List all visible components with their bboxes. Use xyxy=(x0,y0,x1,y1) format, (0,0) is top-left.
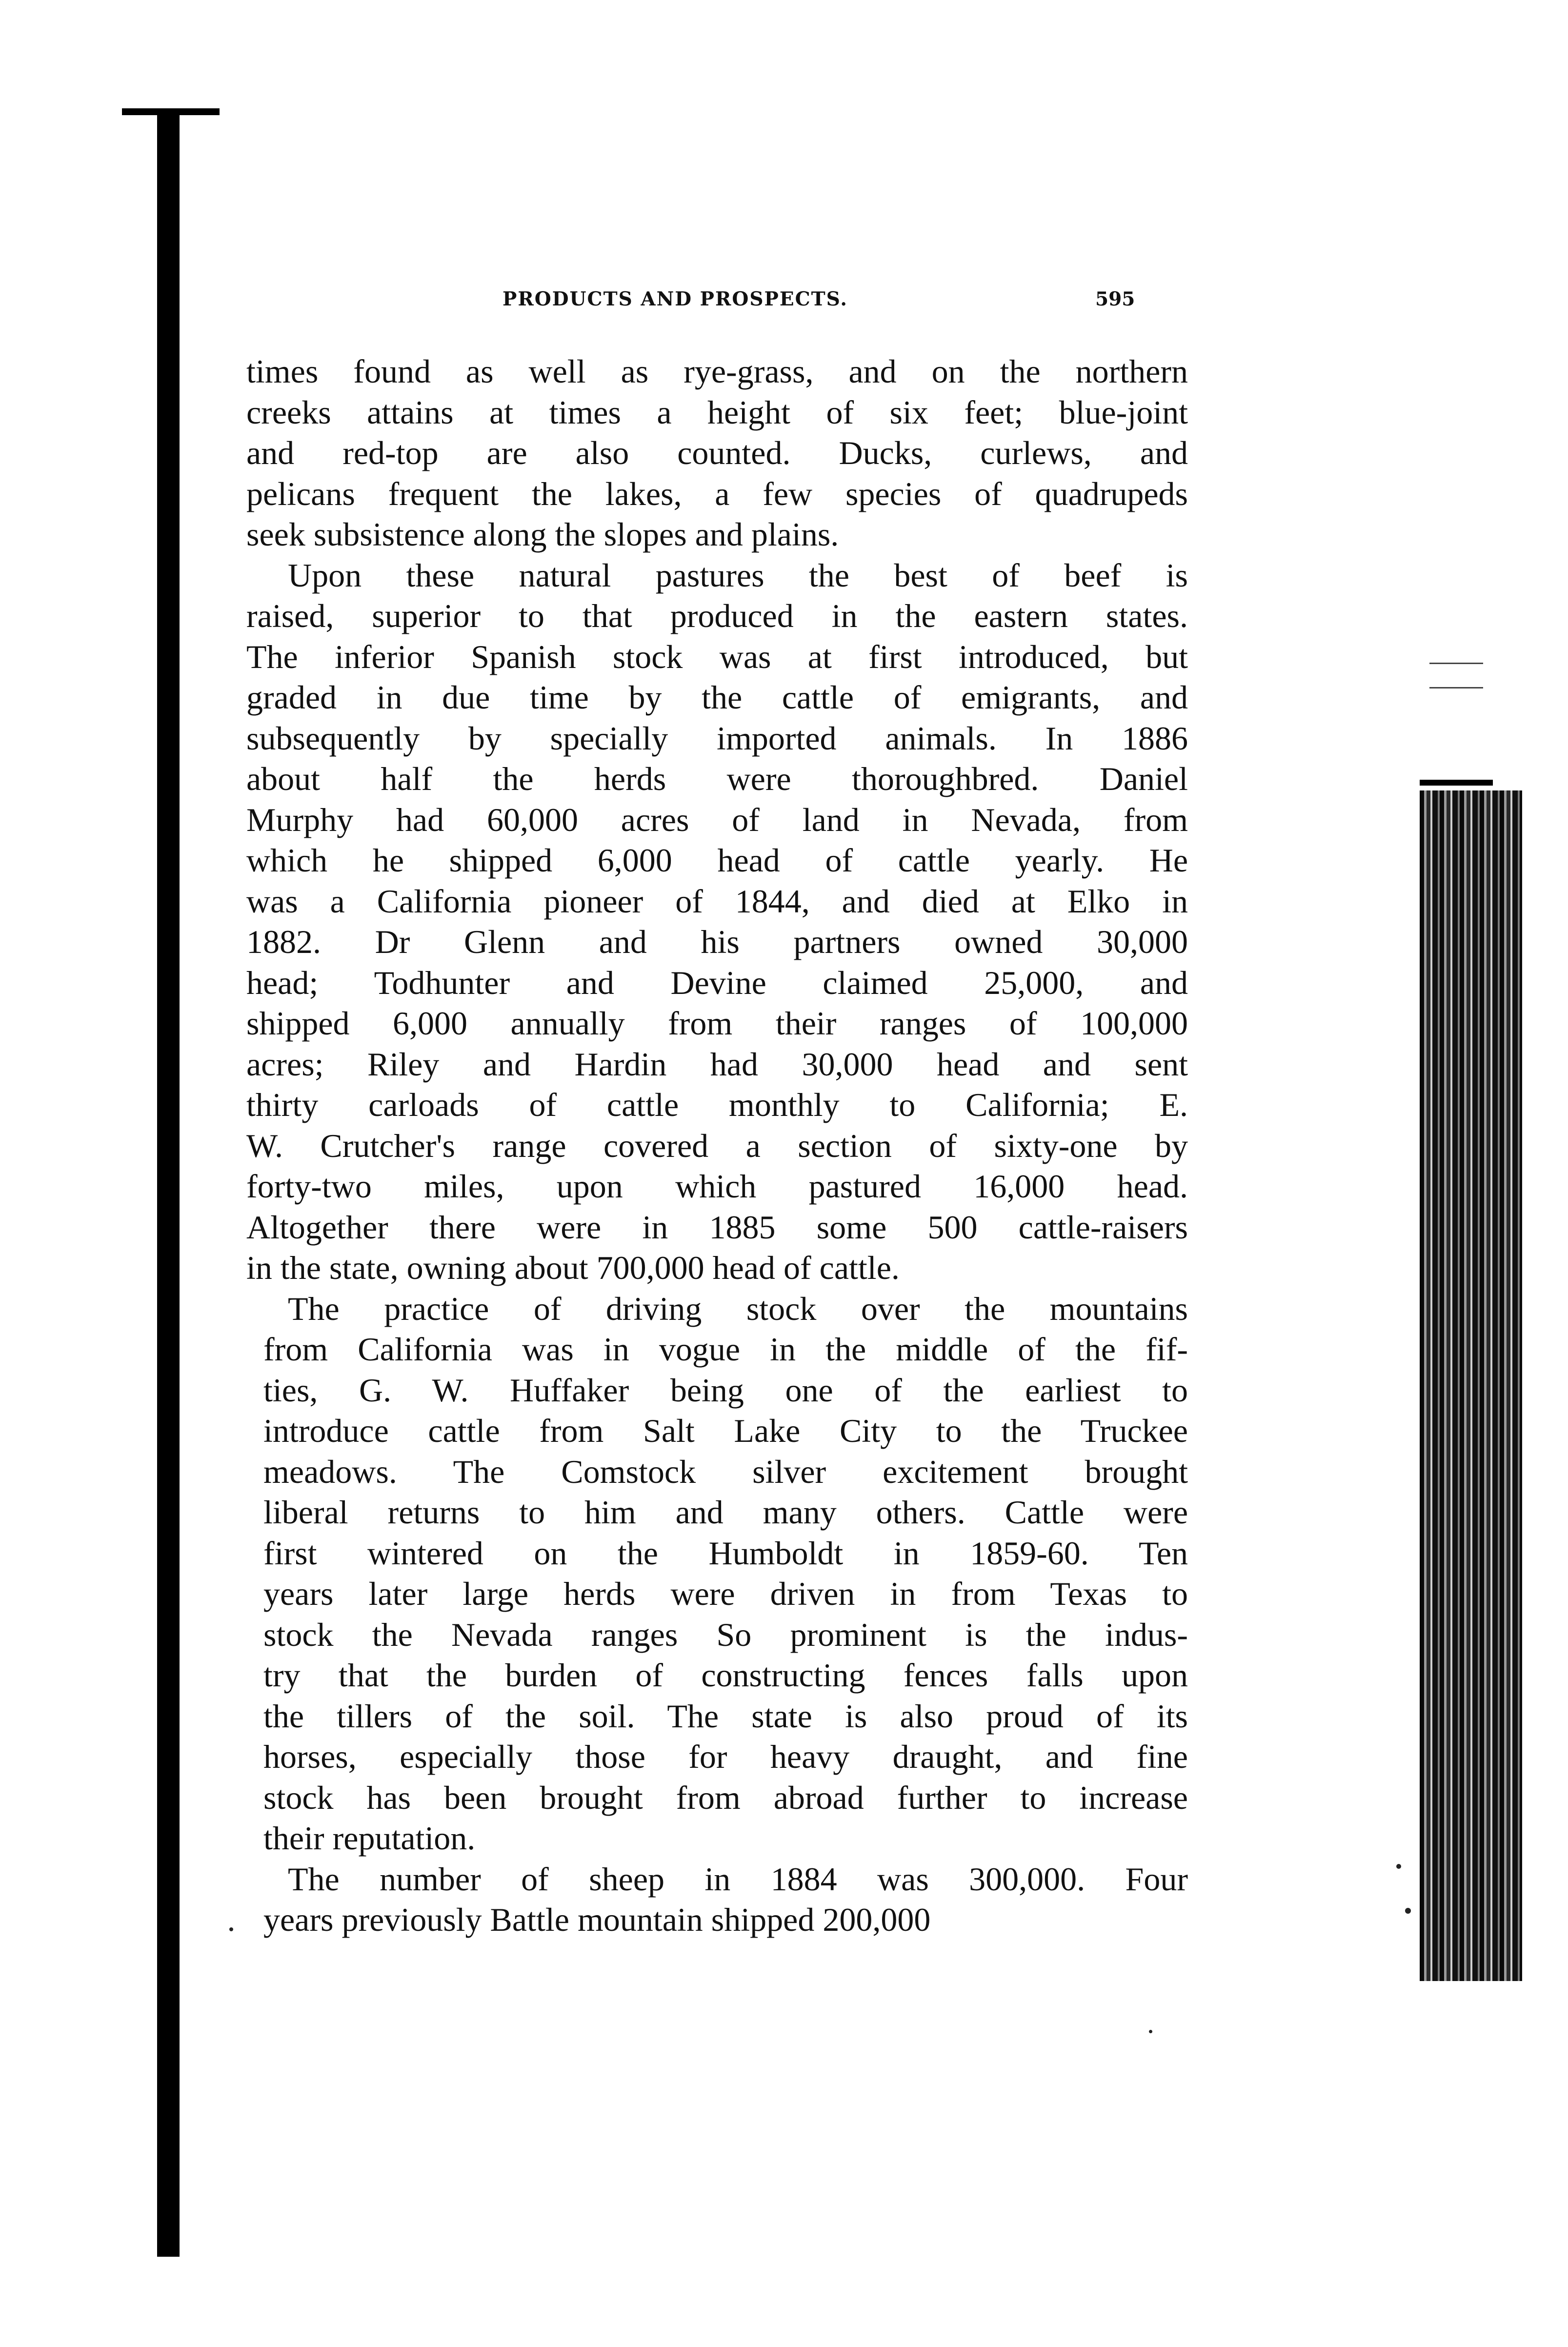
text-line: was a California pioneer of 1844, and died at Elko in xyxy=(246,882,1188,920)
text-line: Murphy had 60,000 acres of land in Nevada, from xyxy=(246,801,1188,838)
binding-edge-shadow xyxy=(157,110,180,2257)
text-line: shipped 6,000 annually from their ranges of 100,000 xyxy=(246,1005,1188,1042)
scan-speck xyxy=(1405,1908,1411,1914)
text-line: try that the burden of constructing fences falls upon xyxy=(263,1657,1188,1694)
text-line: creeks attains at times a height of six feet; blue-joint xyxy=(246,393,1188,431)
paragraph-start: The number of sheep in 1884 was 300,000. Four xyxy=(288,1860,1188,1898)
text-line: seek subsistence along the slopes and plains. xyxy=(246,516,839,553)
text-line: graded in due time by the cattle of emigrants, and xyxy=(246,679,1188,716)
text-line: which he shipped 6,000 head of cattle yearly. He xyxy=(246,842,1188,879)
text-line: head; Todhunter and Devine claimed 25,000, and xyxy=(246,964,1188,1001)
next-page-edge xyxy=(1420,790,1522,1981)
edge-mark xyxy=(1429,663,1483,664)
text-line: horses, especially those for heavy draught, and fine xyxy=(263,1738,1188,1775)
text-line: stock the Nevada ranges So prominent is the indus- xyxy=(263,1616,1188,1653)
text-line: pelicans frequent the lakes, a few species of quadrupeds xyxy=(246,475,1188,512)
text-line: first wintered on the Humboldt in 1859-60. Ten xyxy=(263,1534,1188,1572)
paragraph-start: Upon these natural pastures the best of beef is xyxy=(288,556,1188,594)
body-text xyxy=(246,351,1188,1941)
text-line: acres; Riley and Hardin had 30,000 head and sent xyxy=(246,1045,1188,1083)
text-line: ties, G. W. Huffaker being one of the earliest to xyxy=(263,1371,1188,1409)
text-line: Altogether there were in 1885 some 500 cattle-raisers xyxy=(246,1208,1188,1246)
text-line: subsequently by specially imported animals. In 1886 xyxy=(246,719,1188,757)
text-line: from California was in vogue in the middle of the fif- xyxy=(263,1331,1188,1368)
text-line: thirty carloads of cattle monthly to California; E. xyxy=(246,1086,1188,1123)
text-line: The inferior Spanish stock was at first introduced, but xyxy=(246,638,1188,675)
text-line: forty-two miles, upon which pastured 16,000 head. xyxy=(246,1168,1188,1205)
text-line: meadows. The Comstock silver excitement brought xyxy=(263,1453,1188,1490)
next-page-edge-top xyxy=(1420,780,1493,786)
page-number: 595 xyxy=(1095,288,1135,310)
text-line: stock has been brought from abroad further to increase xyxy=(263,1779,1188,1816)
text-line: their reputation. xyxy=(263,1820,476,1857)
edge-mark xyxy=(1429,687,1483,688)
text-line: times found as well as rye-grass, and on the northern xyxy=(246,353,1188,390)
scan-speck xyxy=(229,1927,233,1931)
text-line: W. Crutcher's range covered a section of sixty-one by xyxy=(246,1127,1188,1164)
paragraph-start: The practice of driving stock over the mountains xyxy=(288,1290,1188,1327)
scan-speck xyxy=(1149,2030,1152,2033)
running-head: PRODUCTS AND PROSPECTS. xyxy=(503,288,848,310)
text-line: about half the herds were thoroughbred. Daniel xyxy=(246,760,1188,797)
scan-speck xyxy=(1396,1864,1401,1869)
text-line: years later large herds were driven in from Texas to xyxy=(263,1575,1188,1612)
text-line: raised, superior to that produced in the eastern states. xyxy=(246,597,1188,634)
text-line: the tillers of the soil. The state is also proud of its xyxy=(263,1697,1188,1735)
text-line: and red-top are also counted. Ducks, curlews, and xyxy=(246,434,1188,471)
text-line: in the state, owning about 700,000 head of cattle. xyxy=(246,1249,900,1286)
text-line: introduce cattle from Salt Lake City to the Truckee xyxy=(263,1412,1188,1449)
text-line: 1882. Dr Glenn and his partners owned 30,000 xyxy=(246,923,1188,960)
text-line: years previously Battle mountain shipped 200,000 xyxy=(263,1901,931,1938)
text-line: liberal returns to him and many others. Cattle were xyxy=(263,1494,1188,1531)
